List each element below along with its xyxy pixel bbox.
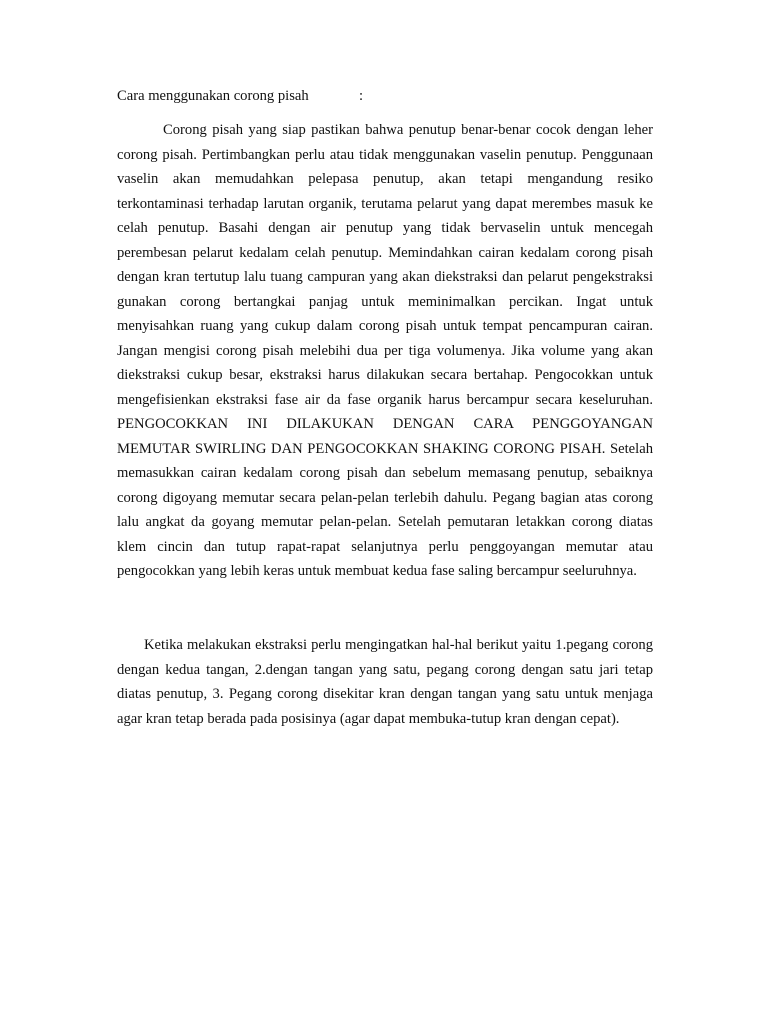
heading-colon: : bbox=[359, 88, 364, 104]
body-paragraph-1: Corong pisah yang siap pastikan bahwa penutup benar-benar cocok dengan leher corong pisah. Pertimbangkan perlu atau tidak menggunakan vaselin penutup. Penggunaan vaselin akan memudahkan pelepasa penutup, akan tetapi mengandung resiko terkontaminasi terhadap larutan organik, terutama pelarut yang dapat merembes masuk ke celah penutup. Basahi dengan air penutup yang tidak bervaselin untuk mencegah perembesan pelarut kedalam celah penutup. Memindahkan cairan kedalam corong pisah dengan kran tertutup lalu tuang campuran yang akan diekstraksi dan pelarut pengekstraksi gunakan corong bertangkai panjag untuk meminimalkan percikan. Ingat untuk menyisahkan ruang yang cukup dalam corong pisah untuk tempat pencampuran cairan. Jangan mengisi corong pisah melebihi dua per tiga volumenya. Jika volume yang akan diekstraksi cukup besar, ekstraksi harus dilakukan secara bertahap. Pengocokkan untuk mengefisienkan ekstraksi fase air da fase organik harus bercampur secara keseluruhan. PENGOCOKKAN INI DILAKUKAN DENGAN CARA PENGGOYANGAN MEMUTAR SWIRLING DAN PENGOCOKKAN SHAKING CORONG PISAH. Setelah memasukkan cairan kedalam corong pisah dan sebelum memasang penutup, sebaiknya corong digoyang memutar secara pelan-pelan terlebih dahulu. Pegang bagian atas corong lalu angkat da goyang memutar pelan-pelan. Setelah pemutaran letakkan corong diatas klem cincin dan tutup rapat-rapat selanjutnya perlu penggoyangan memutar atau pengocokkan yang lebih keras untuk membuat kedua fase saling bercampur seeluruhnya. bbox=[117, 122, 653, 579]
body-paragraph-2: Ketika melakukan ekstraksi perlu mengingatkan hal-hal berikut yaitu 1.pegang corong dengan kedua tangan, 2.dengan tangan yang satu, pegang corong dengan satu jari tetap diatas penutup, 3. Pegang corong disekitar kran dengan tangan yang satu untuk menjaga agar kran tetap berada pada posisinya (agar dapat membuka-tutup kran dengan cepat). bbox=[117, 637, 653, 727]
heading-text: Cara menggunakan corong pisah bbox=[117, 88, 309, 104]
section-heading bbox=[117, 87, 653, 105]
